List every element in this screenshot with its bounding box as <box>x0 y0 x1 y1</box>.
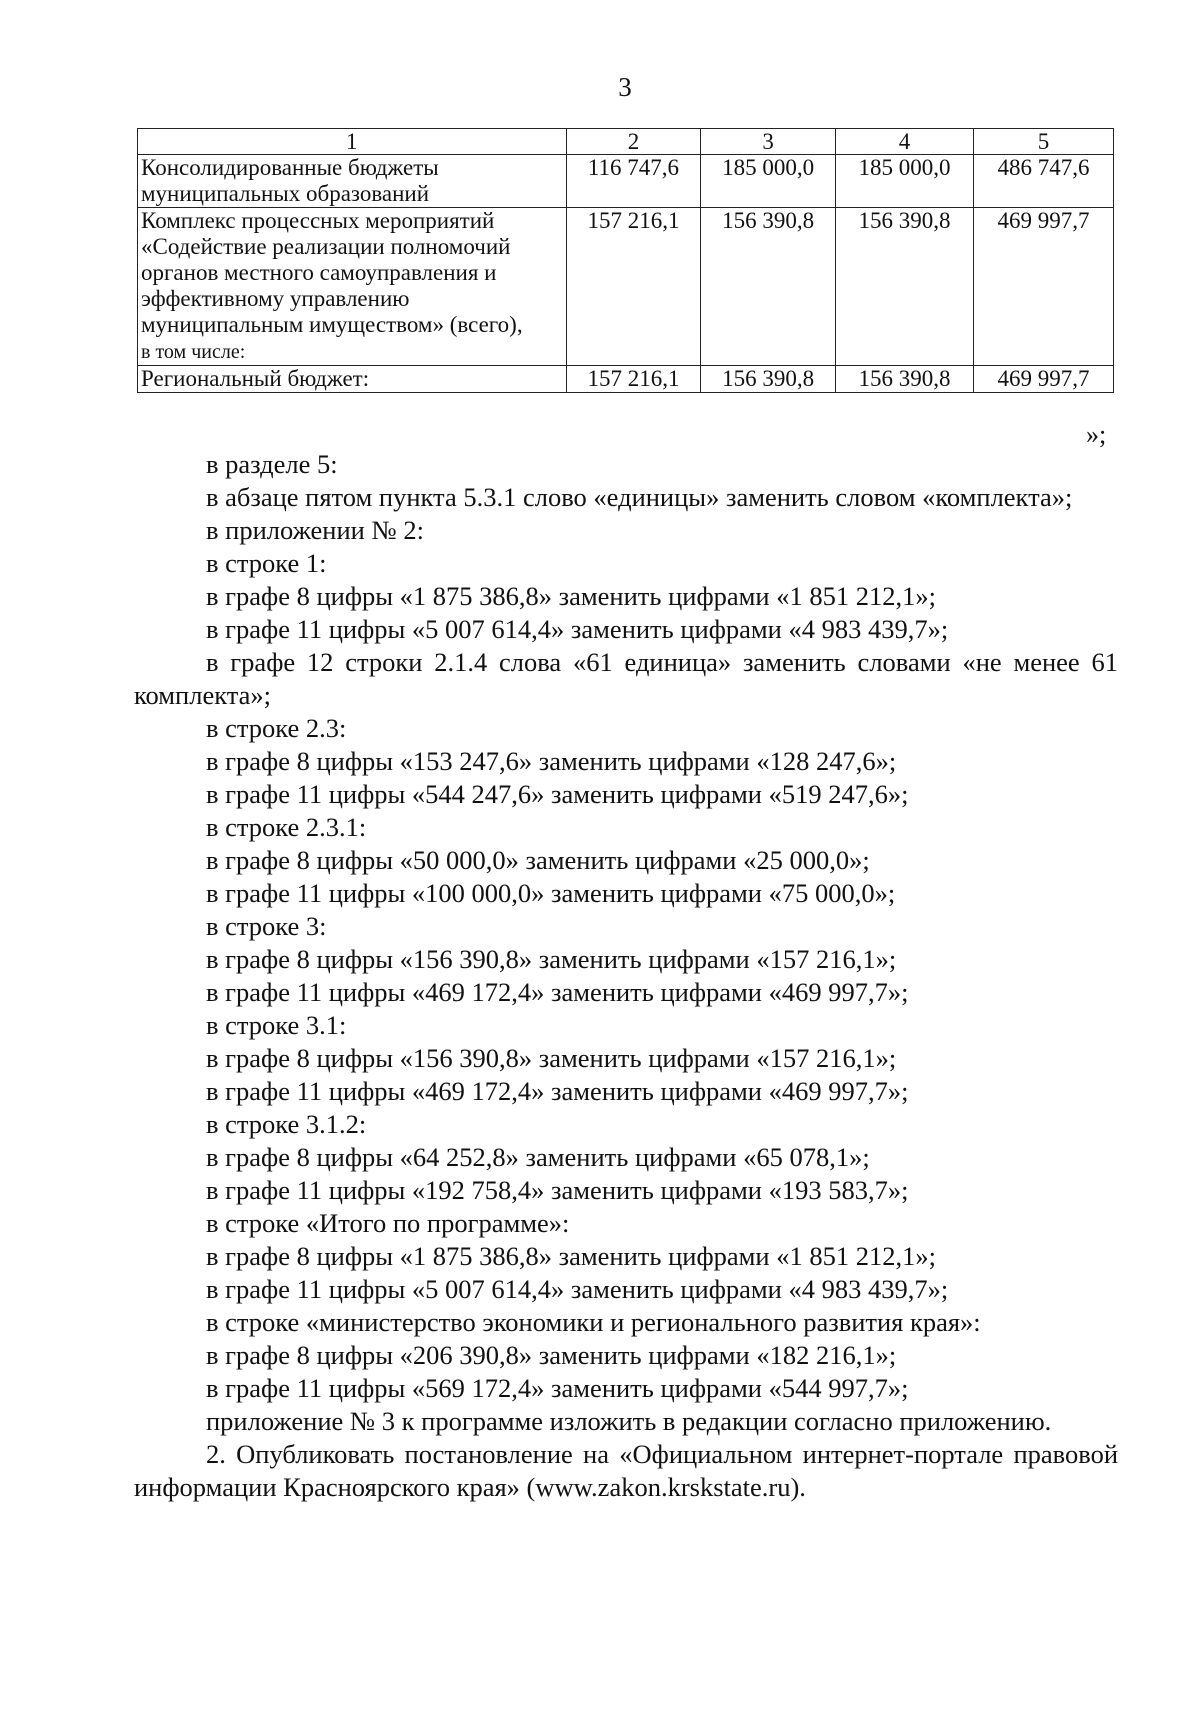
paragraph: в графе 8 цифры «1 875 386,8» заменить цифрами «1 851 212,1»; <box>206 581 936 611</box>
paragraph: в разделе 5: <box>206 449 338 479</box>
paragraph: в графе 8 цифры «153 247,6» заменить цифрами «128 247,6»; <box>206 746 897 776</box>
table-row <box>138 208 1114 366</box>
paragraph: в графе 8 цифры «206 390,8» заменить цифрами «182 216,1»; <box>206 1340 897 1370</box>
row-value: 156 390,8 <box>701 366 836 393</box>
table-header-cell: 2 <box>566 129 701 155</box>
row-label: Консолидированные бюджеты муниципальных образований <box>138 155 567 208</box>
row-label: Комплекс процессных мероприятий «Содействие реализации полномочий органов местного самоуправления и эффективному управлению муниципальным имуществом» (всего), <box>141 208 523 337</box>
table-header-row <box>138 129 1114 155</box>
row-value: 156 390,8 <box>836 208 974 366</box>
row-label-note: в том числе: <box>141 341 246 363</box>
row-value: 185 000,0 <box>836 155 974 208</box>
table-row <box>138 155 1114 208</box>
paragraph: в графе 8 цифры «64 252,8» заменить цифрами «65 078,1»; <box>206 1142 870 1172</box>
paragraph: в строке 3.1: <box>206 1010 347 1040</box>
paragraph: в графе 11 цифры «469 172,4» заменить цифрами «469 997,7»; <box>206 1076 909 1106</box>
paragraph: в графе 8 цифры «156 390,8» заменить цифрами «157 216,1»; <box>206 1043 897 1073</box>
paragraph: в строке 3: <box>206 911 327 941</box>
closing-quote-mark: »; <box>1086 420 1107 449</box>
amendments-text <box>134 448 1118 1504</box>
paragraph: в графе 11 цифры «5 007 614,4» заменить цифрами «4 983 439,7»; <box>206 614 949 644</box>
paragraph: в графе 11 цифры «569 172,4» заменить цифрами «544 997,7»; <box>206 1373 909 1403</box>
row-value: 469 997,7 <box>973 366 1113 393</box>
table-header-cell: 4 <box>836 129 974 155</box>
row-value: 157 216,1 <box>566 208 701 366</box>
paragraph: в графе 11 цифры «469 172,4» заменить цифрами «469 997,7»; <box>206 977 909 1007</box>
row-value: 486 747,6 <box>973 155 1113 208</box>
table-header-cell: 5 <box>973 129 1113 155</box>
paragraph: в строке 1: <box>206 548 327 578</box>
paragraph: в строке 2.3: <box>206 713 347 743</box>
paragraph: в приложении № 2: <box>206 515 424 545</box>
page-number: 3 <box>618 72 632 102</box>
paragraph: в строке «министерство экономики и регионального развития края»: <box>206 1307 981 1337</box>
paragraph: в графе 11 цифры «192 758,4» заменить цифрами «193 583,7»; <box>206 1175 909 1205</box>
paragraph: в абзаце пятом пункта 5.3.1 слово «единицы» заменить словом «комплекта»; <box>206 482 1073 512</box>
row-label: Региональный бюджет: <box>138 366 567 393</box>
row-value: 469 997,7 <box>973 208 1113 366</box>
row-value: 185 000,0 <box>701 155 836 208</box>
paragraph: в строке «Итого по программе»: <box>206 1208 570 1238</box>
table-row <box>138 366 1114 393</box>
budget-table <box>137 128 1114 393</box>
row-value: 156 390,8 <box>836 366 974 393</box>
table-header-cell: 3 <box>701 129 836 155</box>
row-value: 157 216,1 <box>566 366 701 393</box>
row-label-cell <box>138 208 567 366</box>
paragraph: в графе 8 цифры «156 390,8» заменить цифрами «157 216,1»; <box>206 944 897 974</box>
paragraph: в графе 11 цифры «544 247,6» заменить цифрами «519 247,6»; <box>206 779 909 809</box>
paragraph: в графе 12 строки 2.1.4 слова «61 единица» заменить словами «не менее 61 комплекта»; <box>134 647 1118 710</box>
row-value: 116 747,6 <box>566 155 701 208</box>
paragraph: в строке 2.3.1: <box>206 812 367 842</box>
paragraph: в графе 11 цифры «100 000,0» заменить цифрами «75 000,0»; <box>206 878 896 908</box>
paragraph: в графе 8 цифры «1 875 386,8» заменить цифрами «1 851 212,1»; <box>206 1241 936 1271</box>
table-header-cell: 1 <box>138 129 567 155</box>
paragraph: в строке 3.1.2: <box>206 1109 367 1139</box>
paragraph: приложение № 3 к программе изложить в редакции согласно приложению. <box>206 1406 1052 1436</box>
row-value: 156 390,8 <box>701 208 836 366</box>
paragraph: в графе 8 цифры «50 000,0» заменить цифрами «25 000,0»; <box>206 845 870 875</box>
paragraph: в графе 11 цифры «5 007 614,4» заменить цифрами «4 983 439,7»; <box>206 1274 949 1304</box>
paragraph: 2. Опубликовать постановление на «Официальном интернет-портале правовой информации Красноярского края» (www.zakon.krskstate.ru). <box>134 1439 1118 1502</box>
